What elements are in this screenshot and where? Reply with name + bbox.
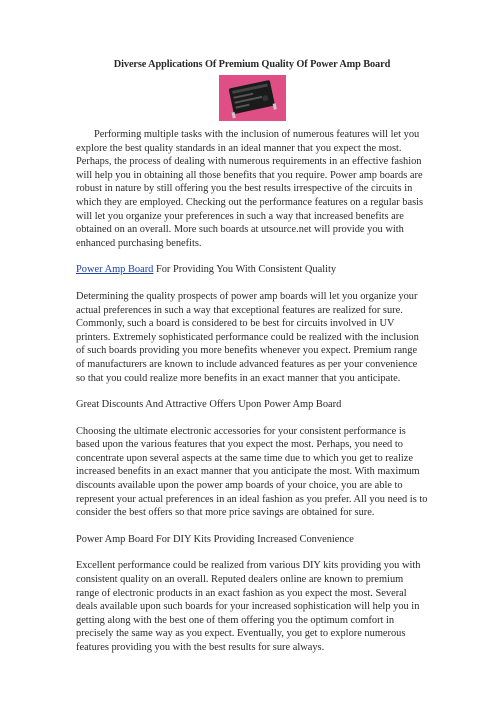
section-heading-3: Power Amp Board For DIY Kits Providing Increased Convenience <box>76 533 354 545</box>
power-amp-board-image <box>219 75 286 121</box>
intro-paragraph: Performing multiple tasks with the inclusion of numerous features will let you explore the best quality standards in an ideal manner that you expect the most. Perhaps, the process of dealing with numerous requirements in an effective fashion will help you in obtaining all those benefits that you require. Power amp boards are robust in nature by still offering you the best results irrespective of the circuits in which they are employed. Checking out the performance features on a regular basis will let you organize your preferences in such a way that increased benefits are obtained on an overall. More such boards at utsource.net will provide you with enhanced purchasing benefits. <box>76 129 424 249</box>
power-amp-board-link[interactable]: Power Amp Board <box>76 264 154 276</box>
section-3-paragraph: Excellent performance could be realized from various DIY kits providing you with consistent quality on an overall. Reputed dealers online are known to premium range of electronic products in an exact fashion as you expect the most. Several deals available upon such boards for your increased sophistication will help you in getting along with the best one of them offering you the optimum comfort in precisely the same way as you expect. Eventually, you get to explore numerous features providing you with the best results for sure always. <box>76 560 421 653</box>
section-2-paragraph: Choosing the ultimate electronic accessories for your consistent performance is based upon the various features that you expect the most. Perhaps, you need to concentrate upon several aspects at the same time due to which you get to realize increased benefits in an exact manner that you anticipate the most. With maximum discounts available upon the power amp boards of your choice, you are able to represent your actual preferences in an ideal fashion as you prefer. All you need is to consider the best offers so that more price savings are obtained for sure. <box>76 425 428 519</box>
section-heading-1 <box>76 263 428 277</box>
section-heading-2: Great Discounts And Attractive Offers Upon Power Amp Board <box>76 399 342 411</box>
page-title: Diverse Applications Of Premium Quality Of Power Amp Board <box>113 59 391 70</box>
document-page <box>76 58 428 668</box>
section-heading-1-text: For Providing You With Consistent Quality <box>153 264 337 276</box>
section-1-paragraph: Determining the quality prospects of power amp boards will let you organize your actual preferences in such a way that exceptional features are realized for sure. Commonly, such a board is considered to be best for circuits involved in UV printers. Extremely sophisticated performance could be realized with the inclusion of such boards providing you more benefits whenever you expect. Premium range of manufacturers are known to include advanced features as per your convenience so that you could realize more benefits in an exact manner that you anticipate. <box>76 290 419 384</box>
